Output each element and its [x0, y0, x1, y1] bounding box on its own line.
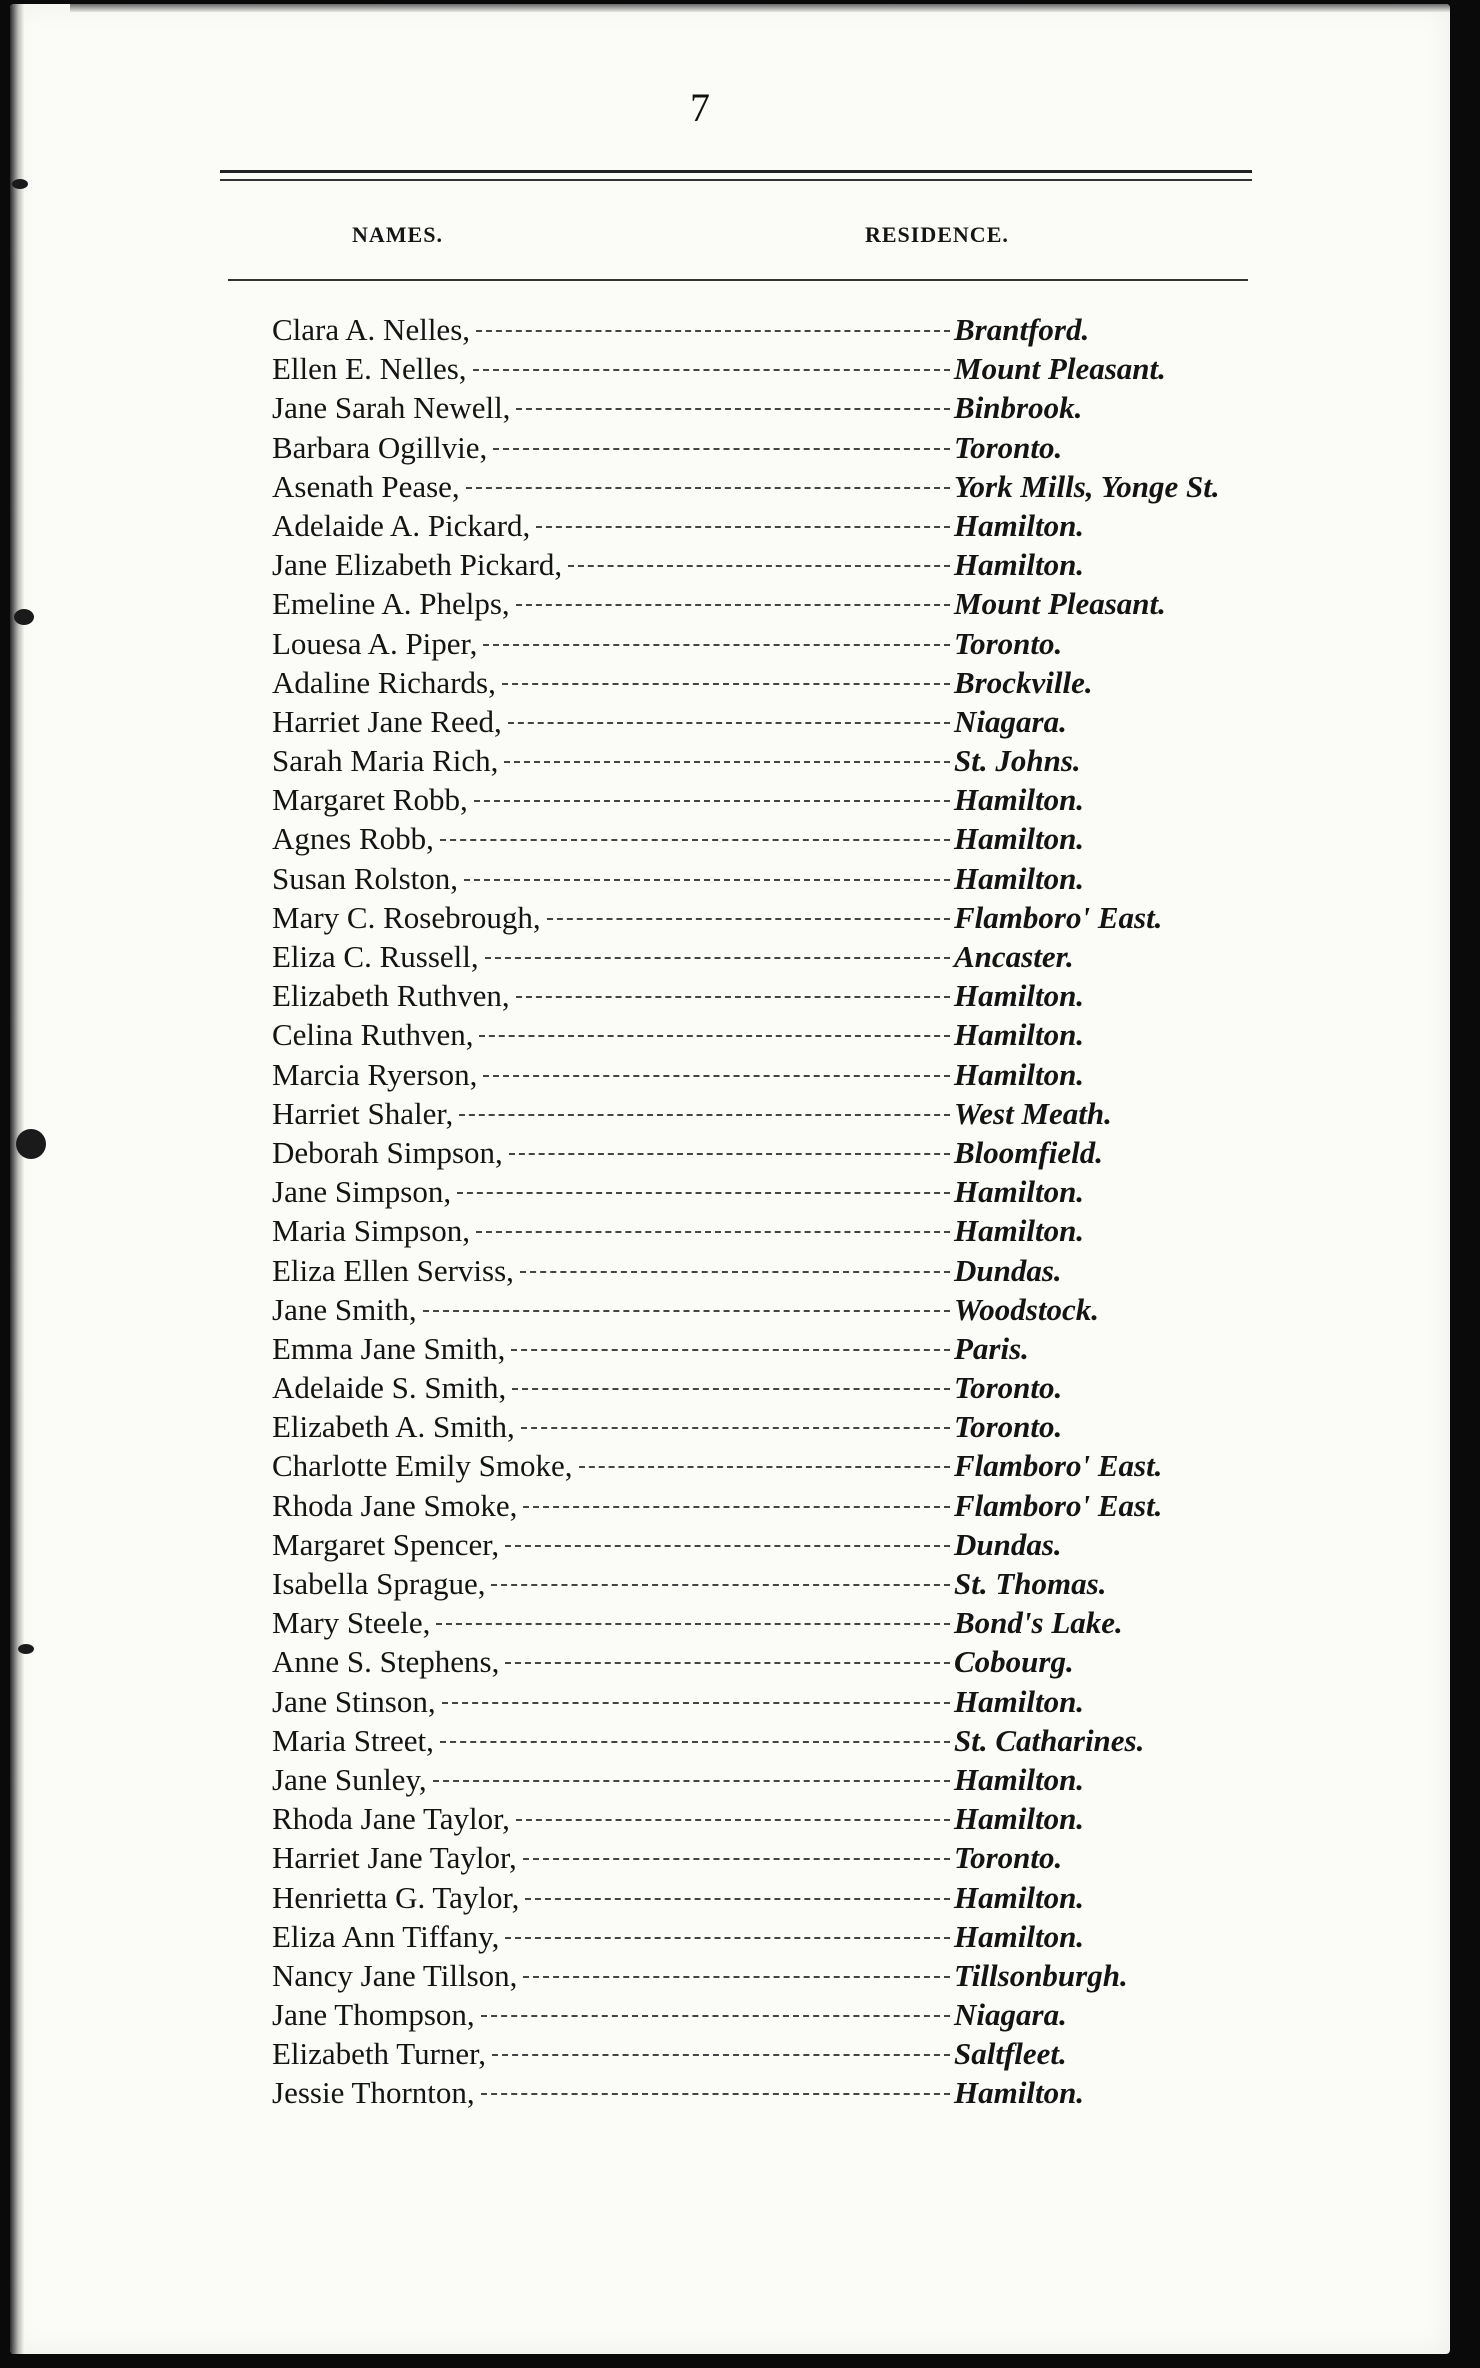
student-name: Harriet Shaler,	[272, 1095, 454, 1131]
residence: West Meath.	[954, 1095, 1112, 1131]
student-name: Adelaide A. Pickard,	[272, 507, 531, 543]
residence: Flamboro' East.	[954, 1448, 1163, 1484]
student-name: Isabella Sprague,	[272, 1566, 486, 1601]
residence: Hamilton.	[954, 821, 1085, 857]
dot-leader	[476, 330, 950, 332]
residence: Niagara.	[954, 1997, 1067, 2033]
dot-leader	[512, 1388, 950, 1390]
list-item	[272, 861, 1272, 900]
residence: Hamilton.	[954, 1761, 1085, 1797]
residence: Toronto.	[954, 1370, 1063, 1406]
student-name: Harriet Jane Reed,	[272, 703, 502, 739]
dot-leader	[442, 1702, 950, 1704]
residence: Binbrook.	[954, 390, 1083, 426]
residence: Hamilton.	[954, 978, 1085, 1014]
list-item	[272, 390, 1272, 429]
student-name: Margaret Robb,	[272, 782, 468, 818]
residence: Toronto.	[954, 1840, 1063, 1876]
student-list	[272, 312, 1272, 2115]
student-name: Adaline Richards,	[272, 664, 496, 700]
dot-leader	[505, 1937, 950, 1939]
dot-leader	[516, 604, 950, 606]
residence: Hamilton.	[954, 1801, 1085, 1837]
dot-leader	[479, 1035, 950, 1037]
residence: St. Catharines.	[954, 1722, 1145, 1758]
list-item	[272, 351, 1272, 390]
list-item	[272, 704, 1272, 743]
student-name: Ellen E. Nelles,	[272, 351, 467, 387]
residence: Cobourg.	[954, 1644, 1074, 1680]
dot-leader	[483, 644, 950, 646]
residence: Ancaster.	[954, 939, 1074, 974]
dot-leader	[523, 1858, 950, 1860]
residence: Toronto.	[954, 429, 1063, 465]
list-item	[272, 743, 1272, 782]
dot-leader	[509, 1153, 950, 1155]
binding-edge	[10, 4, 24, 2354]
student-name: Jane Elizabeth Pickard,	[272, 547, 563, 583]
residence: Brantford.	[954, 312, 1090, 347]
list-item	[272, 1880, 1272, 1919]
residence: Hamilton.	[954, 860, 1085, 896]
residence: Dundas.	[954, 1526, 1062, 1562]
dot-leader	[440, 839, 950, 841]
residence: Hamilton.	[954, 1683, 1085, 1719]
residence: St. Johns.	[954, 743, 1081, 779]
student-name: Harriet Jane Taylor,	[272, 1840, 517, 1876]
dot-leader	[459, 1114, 950, 1116]
dot-leader	[491, 1584, 950, 1586]
student-name: Maria Simpson,	[272, 1213, 471, 1249]
residence: Flamboro' East.	[954, 1487, 1163, 1523]
dot-leader	[516, 1819, 950, 1821]
residence: Hamilton.	[954, 1918, 1085, 1954]
list-item	[272, 430, 1272, 469]
dot-leader	[568, 565, 950, 567]
list-item	[272, 586, 1272, 625]
list-item	[272, 1919, 1272, 1958]
list-item	[272, 1135, 1272, 1174]
student-name: Clara A. Nelles,	[272, 312, 471, 347]
dot-leader	[483, 1075, 950, 1077]
student-name: Louesa A. Piper,	[272, 625, 478, 661]
student-name: Agnes Robb,	[272, 821, 434, 857]
residence: Mount Pleasant.	[954, 351, 1166, 387]
student-name: Deborah Simpson,	[272, 1134, 503, 1170]
residence: Tillsonburgh.	[954, 1957, 1128, 1993]
student-name: Elizabeth A. Smith,	[272, 1409, 515, 1445]
student-name: Jane Sarah Newell,	[272, 390, 511, 426]
student-name: Eliza C. Russell,	[272, 939, 479, 974]
student-name: Mary Steele,	[272, 1605, 431, 1641]
list-item	[272, 1527, 1272, 1566]
residence: St. Thomas.	[954, 1566, 1107, 1601]
dot-leader	[505, 1545, 950, 1547]
list-item	[272, 1723, 1272, 1762]
list-item	[272, 1017, 1272, 1056]
student-name: Maria Street,	[272, 1722, 434, 1758]
binding-mark	[18, 1644, 34, 1654]
student-name: Charlotte Emily Smoke,	[272, 1448, 573, 1484]
list-item	[272, 626, 1272, 665]
dot-leader	[485, 957, 950, 959]
list-item	[272, 1566, 1272, 1605]
binding-mark	[14, 609, 34, 625]
header-rule	[228, 279, 1248, 281]
list-item	[272, 1370, 1272, 1409]
residence: Toronto.	[954, 1409, 1063, 1445]
student-name: Emeline A. Phelps,	[272, 586, 510, 622]
residence: Flamboro' East.	[954, 899, 1163, 935]
dot-leader	[481, 2015, 950, 2017]
residence: Brockville.	[954, 664, 1093, 700]
list-item	[272, 2075, 1272, 2114]
dot-leader	[516, 408, 950, 410]
binding-mark	[16, 1129, 46, 1159]
dot-leader	[504, 761, 950, 763]
list-item	[272, 1292, 1272, 1331]
residence: Hamilton.	[954, 1879, 1085, 1915]
student-name: Asenath Pease,	[272, 468, 460, 504]
student-name: Jane Sunley,	[272, 1761, 427, 1797]
dot-leader	[505, 1662, 950, 1664]
dot-leader	[547, 918, 950, 920]
list-item	[272, 900, 1272, 939]
dot-leader	[520, 1271, 950, 1273]
list-item	[272, 1409, 1272, 1448]
student-name: Henrietta G. Taylor,	[272, 1879, 520, 1915]
list-item	[272, 1057, 1272, 1096]
residence: Hamilton.	[954, 507, 1085, 543]
student-name: Sarah Maria Rich,	[272, 743, 499, 779]
dot-leader	[481, 2093, 950, 2095]
residence: Hamilton.	[954, 2075, 1085, 2111]
dot-leader	[536, 526, 950, 528]
residence: Mount Pleasant.	[954, 586, 1166, 622]
list-item	[272, 821, 1272, 860]
dot-leader	[525, 1898, 950, 1900]
dot-leader	[423, 1310, 950, 1312]
dot-leader	[523, 1506, 950, 1508]
list-item	[272, 1253, 1272, 1292]
student-name: Celina Ruthven,	[272, 1017, 474, 1053]
list-item	[272, 1684, 1272, 1723]
list-item	[272, 782, 1272, 821]
list-item	[272, 1762, 1272, 1801]
student-name: Susan Rolston,	[272, 860, 459, 896]
dot-leader	[511, 1349, 950, 1351]
student-name: Jessie Thornton,	[272, 2075, 475, 2111]
student-name: Rhoda Jane Smoke,	[272, 1487, 518, 1523]
student-name: Marcia Ryerson,	[272, 1056, 478, 1092]
list-item	[272, 978, 1272, 1017]
list-item	[272, 1605, 1272, 1644]
student-name: Barbara Ogillvie,	[272, 429, 488, 465]
student-name: Anne S. Stephens,	[272, 1644, 500, 1680]
student-name: Jane Smith,	[272, 1291, 417, 1327]
list-item	[272, 508, 1272, 547]
residence: Hamilton.	[954, 782, 1085, 818]
residence-column-header: RESIDENCE.	[865, 222, 1009, 247]
header-double-rule	[220, 170, 1252, 181]
document-page	[10, 4, 1450, 2354]
student-name: Eliza Ann Tiffany,	[272, 1918, 500, 1954]
list-item	[272, 1644, 1272, 1683]
dot-leader	[436, 1623, 950, 1625]
list-item	[272, 312, 1272, 351]
list-item	[272, 1174, 1272, 1213]
residence: Hamilton.	[954, 1017, 1085, 1053]
student-name: Adelaide S. Smith,	[272, 1370, 507, 1406]
list-item	[272, 1997, 1272, 2036]
dot-leader	[492, 2054, 950, 2056]
student-name: Margaret Spencer,	[272, 1526, 500, 1562]
dot-leader	[508, 722, 950, 724]
dot-leader	[457, 1192, 950, 1194]
dot-leader	[502, 683, 950, 685]
student-name: Emma Jane Smith,	[272, 1330, 506, 1366]
dot-leader	[523, 1976, 950, 1978]
residence: Hamilton.	[954, 547, 1085, 583]
student-name: Mary C. Rosebrough,	[272, 899, 541, 935]
student-name: Jane Simpson,	[272, 1174, 452, 1210]
dot-leader	[476, 1231, 950, 1233]
page-number: 7	[690, 85, 710, 130]
list-item	[272, 665, 1272, 704]
dot-leader	[493, 448, 950, 450]
dot-leader	[440, 1741, 950, 1743]
list-item	[272, 1096, 1272, 1135]
residence: Hamilton.	[954, 1174, 1085, 1210]
dot-leader	[579, 1466, 951, 1468]
residence: Dundas.	[954, 1252, 1062, 1288]
list-item	[272, 1448, 1272, 1487]
dot-leader	[464, 879, 950, 881]
list-item	[272, 469, 1272, 508]
names-column-header: NAMES.	[352, 222, 443, 247]
residence: Paris.	[954, 1330, 1029, 1366]
list-item	[272, 1801, 1272, 1840]
dot-leader	[474, 800, 950, 802]
dot-leader	[521, 1427, 950, 1429]
residence: Bloomfield.	[954, 1134, 1103, 1170]
dot-leader	[473, 369, 950, 371]
student-name: Elizabeth Turner,	[272, 2036, 487, 2072]
list-item	[272, 1958, 1272, 1997]
student-name: Eliza Ellen Serviss,	[272, 1252, 514, 1288]
list-item	[272, 939, 1272, 978]
student-name: Jane Thompson,	[272, 1997, 475, 2033]
list-item	[272, 547, 1272, 586]
student-name: Elizabeth Ruthven,	[272, 978, 510, 1014]
residence: Niagara.	[954, 703, 1067, 739]
dot-leader	[516, 996, 950, 998]
page-top-edge	[70, 4, 1450, 12]
list-item	[272, 1840, 1272, 1879]
residence: Hamilton.	[954, 1213, 1085, 1249]
student-name: Rhoda Jane Taylor,	[272, 1801, 510, 1837]
dot-leader	[466, 487, 950, 489]
residence: Woodstock.	[954, 1291, 1099, 1327]
list-item	[272, 2036, 1272, 2075]
student-name: Jane Stinson,	[272, 1683, 436, 1719]
residence: York Mills, Yonge St.	[954, 468, 1220, 504]
residence: Toronto.	[954, 625, 1063, 661]
dot-leader	[433, 1780, 950, 1782]
residence: Bond's Lake.	[954, 1605, 1123, 1641]
residence: Hamilton.	[954, 1056, 1085, 1092]
binding-mark	[12, 179, 28, 189]
student-name: Nancy Jane Tillson,	[272, 1957, 518, 1993]
list-item	[272, 1488, 1272, 1527]
list-item	[272, 1331, 1272, 1370]
residence: Saltfleet.	[954, 2036, 1067, 2072]
list-item	[272, 1213, 1272, 1252]
